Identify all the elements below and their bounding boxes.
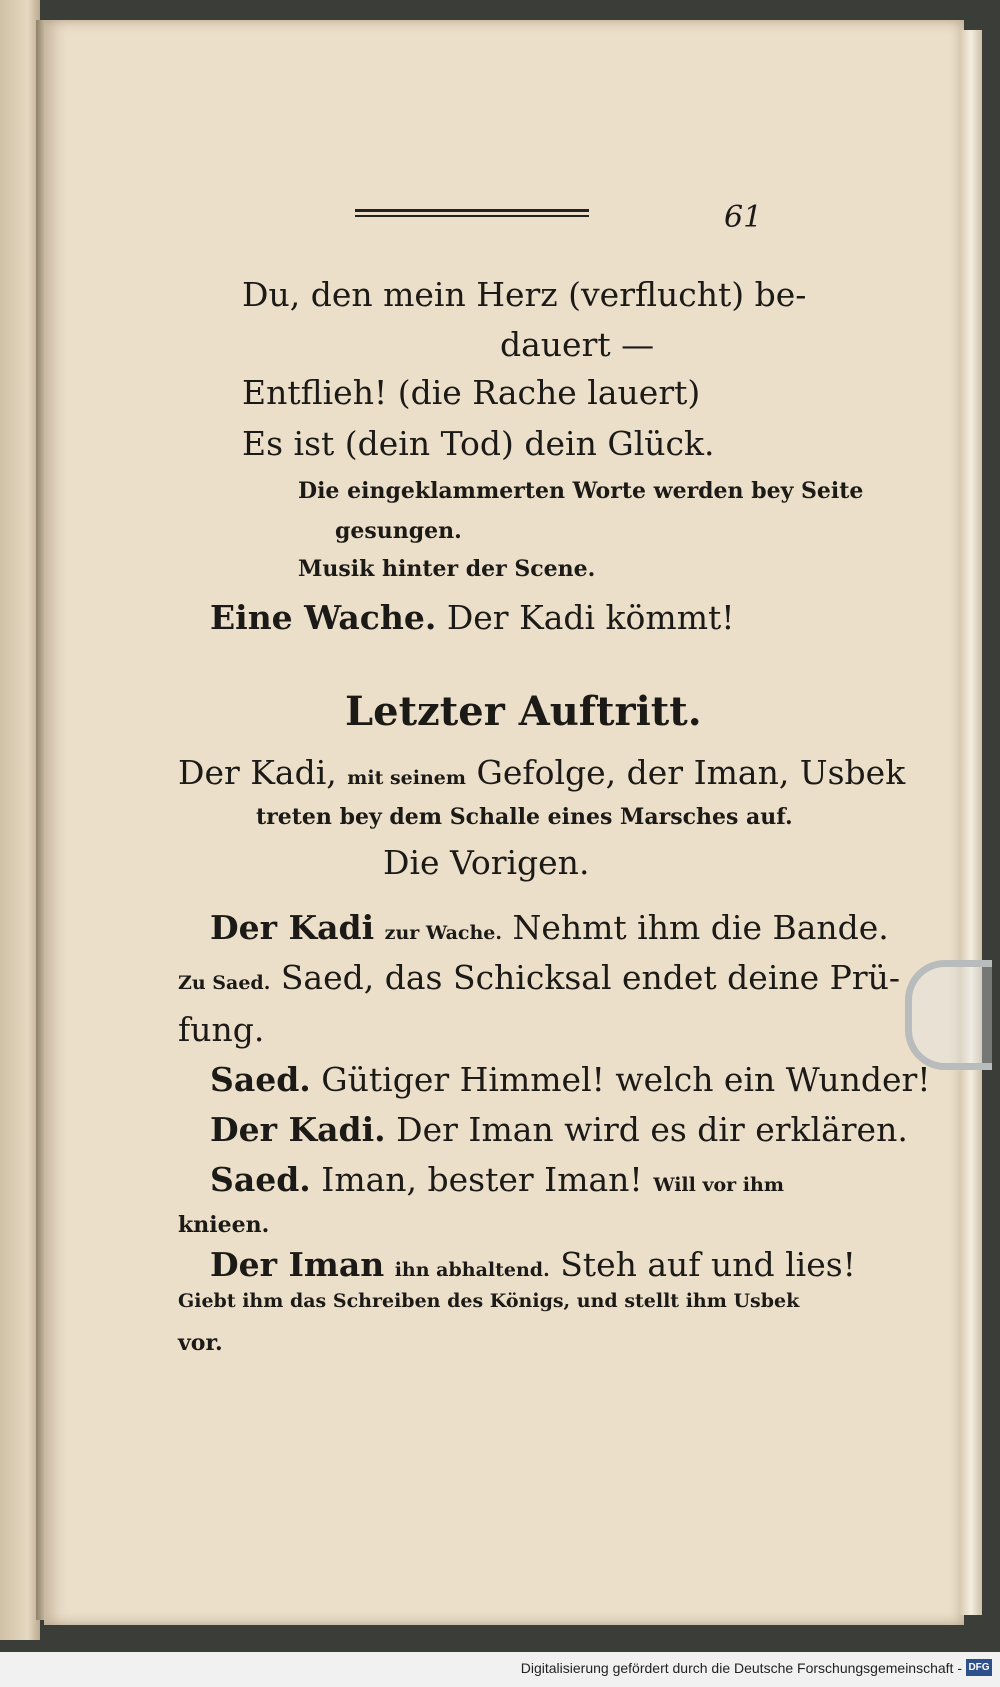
dialogue-line bbox=[210, 1110, 908, 1149]
speaker: Saed. bbox=[210, 1060, 311, 1099]
speech: Steh auf und lies! bbox=[560, 1245, 856, 1284]
stage-direction: Will vor ihm bbox=[653, 1174, 784, 1196]
stage-direction: gesungen. bbox=[335, 518, 462, 544]
verse-line: Du, den mein Herz (verflucht) be- bbox=[242, 275, 807, 314]
scene-entry-persons: Die Vorigen. bbox=[383, 843, 590, 882]
scene-entry-direction: treten bey dem Schalle eines Marsches auf. bbox=[256, 804, 793, 830]
dialogue-line bbox=[210, 908, 889, 947]
stage-direction: Musik hinter der Scene. bbox=[298, 556, 596, 582]
speaker: Eine Wache. bbox=[210, 598, 437, 637]
page-stack-edge bbox=[960, 30, 982, 1615]
verse-line: dauert — bbox=[500, 325, 655, 364]
stage-direction: Giebt ihm das Schreiben des Königs, und stellt ihm Usbek bbox=[178, 1290, 800, 1312]
header-rule bbox=[355, 209, 589, 212]
speech: Der Iman wird es dir erklären. bbox=[396, 1110, 908, 1149]
paper-clip bbox=[905, 960, 992, 1070]
entry-direction: mit seinem bbox=[347, 767, 466, 789]
funding-credit: Digitalisierung gefördert durch die Deutsche Forschungsgemeinschaft - bbox=[520, 1660, 962, 1676]
entry-name: Der Kadi, bbox=[178, 753, 337, 792]
dialogue-line bbox=[210, 598, 735, 637]
speech: Nehmt ihm die Bande. bbox=[512, 908, 889, 947]
speaker: Saed. bbox=[210, 1160, 311, 1199]
stage-direction: vor. bbox=[178, 1330, 223, 1356]
footer-bar bbox=[0, 1652, 1000, 1687]
speaker: Der Kadi. bbox=[210, 1110, 386, 1149]
speech: Gütiger Himmel! welch ein Wunder! bbox=[321, 1060, 931, 1099]
speaker: Der Kadi bbox=[210, 908, 375, 947]
dialogue-continuation: fung. bbox=[178, 1010, 265, 1049]
dfg-logo: DFG bbox=[966, 1659, 992, 1676]
dialogue-line bbox=[178, 958, 900, 997]
verse-line: Es ist (dein Tod) dein Glück. bbox=[242, 424, 715, 463]
page-number: 61 bbox=[724, 200, 763, 235]
stage-direction: Die eingeklammerten Worte werden bey Seite bbox=[298, 478, 864, 504]
stage-direction: knieen. bbox=[178, 1212, 270, 1238]
scene-entry bbox=[178, 753, 905, 792]
speech: Iman, bester Iman! bbox=[321, 1160, 643, 1199]
stage-direction: ihn abhaltend. bbox=[394, 1259, 550, 1281]
dialogue-line bbox=[210, 1160, 784, 1199]
speaker: Der Iman bbox=[210, 1245, 385, 1284]
scene-title: Letzter Auftritt. bbox=[345, 688, 702, 735]
speech: Der Kadi kömmt! bbox=[446, 598, 735, 637]
entry-names: Gefolge, der Iman, Usbek bbox=[476, 753, 906, 792]
verse-line: Entflieh! (die Rache lauert) bbox=[242, 373, 701, 412]
stage-direction: Zu Saed. bbox=[178, 972, 271, 994]
dialogue-line bbox=[210, 1245, 856, 1284]
dialogue-line bbox=[210, 1060, 931, 1099]
speech: Saed, das Schicksal endet deine Prü- bbox=[280, 958, 901, 997]
stage-direction: zur Wache. bbox=[384, 922, 502, 944]
header-rule bbox=[355, 215, 589, 217]
left-page-edge bbox=[0, 0, 40, 1640]
